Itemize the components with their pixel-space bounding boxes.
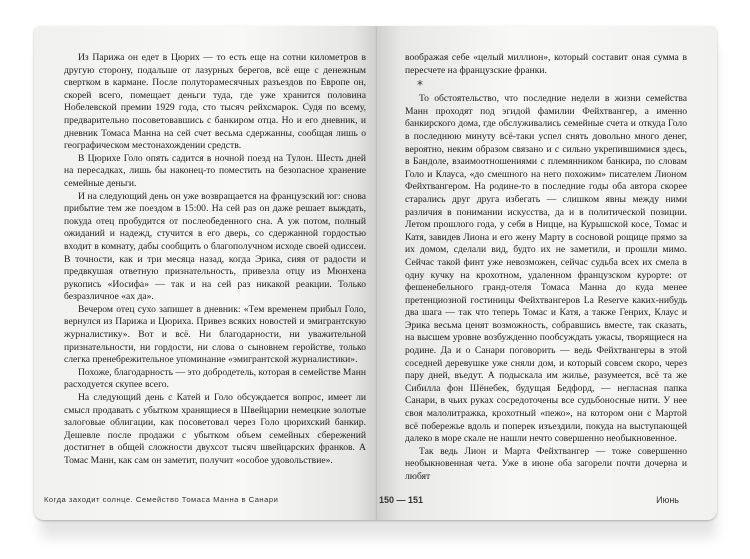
paragraph-continuation: воображая себе «целый миллион», который составит оная сумма в пересчете на французские франки.: [405, 52, 687, 76]
paragraph: То обстоятельство, что последние недели в жизни семейства Манн проходят под эгидой фамилии Фейхтвангер, а именно банкирского дома, где обслуживались семейные счета и откуда Голо в последнюю минуту всё-таки успел снять довольно много денег, вероятно, неким образом связано и с сильно укрепившимися здесь, в Бандоле, взаимоотношениями с племянником банкира, по словам Голо и Клауса, «до смешного на него похожим» писателем Лионом Фейхтвангером. На родине-то в последние годы оба автора скорее старались друг друга избегать — слишком явны между ними различия в понимании искусства, да и в политической позиции. Летом прошлого года, у себя в Ницце, на Курышской косе, Томас и Катя, завидев Лиона и его жену Марту в сосновой рощице прямо за их домом, сделали вид, будто их не заметили, и прошли мимо. Сейчас такой финт уже невозможен, сейчас судьба всех их смела в одну кучку на крохотном, удаленном французском курорте: от фешенебельного гранд-отеля Томаса Манна до куда менее претенциозной гостиницы Фейхтвангеров La Reserve каких-нибудь два шага — так что теперь Томас и Катя, а также Генрих, Клаус и Эрика весьма ценят возможность, собравшись вместе, так сказать, на высшем уровне возбужденно пообсуждать ужасы, творящиеся на родине. Да и о Санари поговорить — ведь Фейхтвангеры в этой соседней деревушке уже сняли дом, и который совсем скоро, через пару дней, въедут. А подыскала им жилье, разумеется, всё та же Сибилла фон Шёнебек, будущая Бедфорд, — неглaсная папка Санари, в чьих руках сосредоточены все судьбоносные нити. У нее своя малолитражка, крохотный «пежо», на котором они с Мартой всё побережье вдоль и поперек изъездили, покуда на выступающей далеко в море скале не нашли нечто совершенно необыкновенное.: [405, 93, 687, 445]
section-separator: *: [417, 78, 423, 93]
paragraph: Так ведь Лион и Марта Фейхтвангер — тоже совершенно необыкновенная чета. Уже в июне оба загорели почти дочерна и любят: [405, 445, 687, 482]
paragraph: Вечером отец сухо запишет в дневник: «Тем временем прибыл Голо, вернулся из Парижа и Цюриха. Привез всяких новостей и эмигрантскую журналистику». Вот и всё. Ни благодарности, ни уважительной признательности, ни гордости, ни слова о сыновнем геройстве, только слегка пренебрежительное упоминание «эмигрантской журналистики».: [64, 303, 366, 366]
section-break: [405, 77, 687, 93]
left-page: [34, 26, 377, 520]
paragraph: В Цюрихе Голо опять садится в ночной поезд на Тулон. Шесть дней на пересадках, лишь бы наконец-то поместить на безопасное хранение семейные деньги.: [64, 152, 366, 189]
paragraph: На следующий день с Катей и Голо обсуждается вопрос, имеет ли смысл продавать с убытком хранящиеся в Швейцарии немецкие золотые залоговые облигации, как посоветовал через Голо цюрихский банкир. Дешевле после продажи с убытком объем семейных сбережений достигнет в общей сложности двухсот тысяч швейцарских франков. А Томас Манн, как сам он заметит, получит «особое удовольствие».: [64, 392, 366, 466]
paragraph: Похоже, благодарность — это добродетель, которая в семействе Манн расходуется скупее всего.: [64, 366, 366, 391]
right-page-text: [405, 52, 687, 484]
right-page: [377, 26, 717, 520]
left-page-text: [64, 52, 366, 468]
paragraph: Из Парижа он едет в Цюрих — то есть еще на сотни километров в другую сторону, подальше от лазурных берегов, всё еще с денежным свертком в кармане. После полуторамесячных разъездов по Европе он, скорей всего, помещает деньги туда, где уже хранится половина Нобелевской премии 1929 года, сто тысяч рейхсмарок. Судя по всему, предварительно посоветовавшись с банкиром отца. Но и его дневник, и дневник Томаса Манна на сей счет весьма сдержанны, сообщая лишь о географическом местонахождении средств.: [64, 52, 366, 152]
section-title: Июнь: [656, 495, 679, 505]
page-numbers: 150 — 151: [379, 495, 424, 505]
running-footer: Когда заходит солнце. Семейство Томаса Манна в Санари: [44, 495, 279, 504]
paragraph: И на следующий день он уже возвращается на французский юг: снова прибытие тем же поездом в 15:00. На сей раз он даже решает выждать, покуда отец пробудится от послеобеденного сна. А уж потом, полный ожиданий и надежд, стучится в его дверь, со сдержанной гордостью входит в комнату, дабы сообщить о благополучном исходе своей одиссеи. В точности, как и три месяца назад, когда Эрика, сияя от радости и предвкушая ответную признательность, привезла отцу из Мюнхена рукопись «Иосифа» — так и на сей раз никакой реакции. Только безразличное «ах да».: [64, 190, 366, 303]
